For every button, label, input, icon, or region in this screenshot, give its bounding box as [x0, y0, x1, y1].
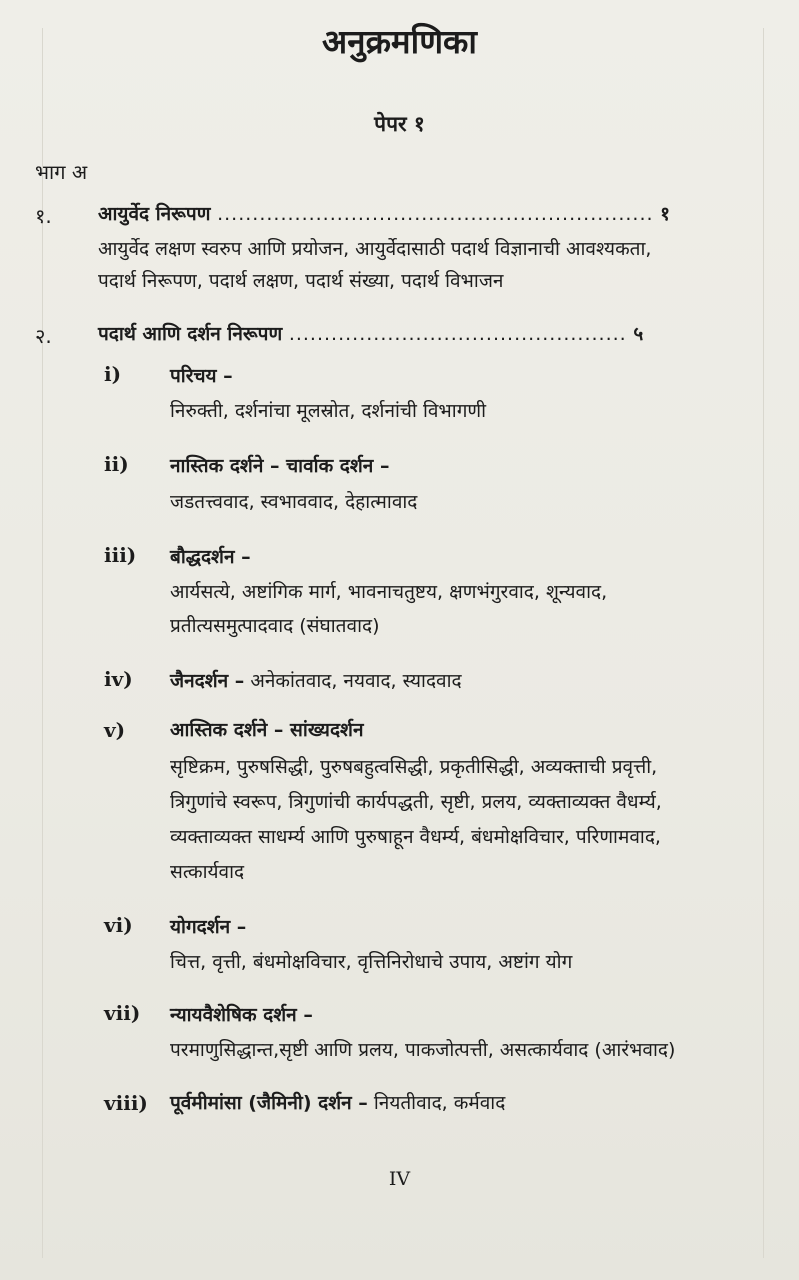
- leader-dots: ..............................................................: [217, 203, 654, 225]
- section-heading: योगदर्शन –: [170, 916, 247, 938]
- chapter-2-number: २.: [35, 324, 52, 348]
- section-heading: बौद्धदर्शन –: [170, 546, 251, 568]
- section-number: ii): [104, 452, 129, 476]
- section-line: चित्त, वृत्ती, बंधमोक्षविचार, वृत्तिनिरोधाचे उपाय, अष्टांग योग: [170, 951, 573, 973]
- section-heading: आस्तिक दर्शने – सांख्यदर्शन: [170, 719, 364, 741]
- paper-heading: पेपर १: [374, 112, 425, 136]
- section-line: निरुक्ती, दर्शनांचा मूलस्रोत, दर्शनांची विभागणी: [170, 400, 487, 422]
- chapter-2-entry[interactable]: [98, 320, 643, 346]
- section-line: त्रिगुणांचे स्वरूप, त्रिगुणांची कार्यपद्धती, सृष्टी, प्रलय, व्यक्ताव्यक्त वैधर्म्य,: [170, 791, 662, 813]
- section-number: vii): [104, 1001, 141, 1025]
- chapter-1-number: १.: [35, 204, 52, 228]
- leader-dots: ................................................: [288, 323, 627, 345]
- section-number: viii): [104, 1091, 148, 1115]
- section-line: व्यक्ताव्यक्त साधर्म्य आणि पुरुषाहून वैधर्म्य, बंधमोक्षविचार, परिणामवाद,: [170, 826, 661, 848]
- section-line: जडतत्त्ववाद, स्वभाववाद, देहात्मावाद: [170, 491, 418, 513]
- page-number-footer: IV: [388, 1168, 411, 1190]
- chapter-2-heading: पदार्थ आणि दर्शन निरूपण: [98, 323, 283, 345]
- section-line: सृष्टिक्रम, पुरुषसिद्धी, पुरुषबहुत्वसिद्धी, प्रकृतीसिद्धी, अव्यक्ताची प्रवृत्ती,: [170, 756, 658, 778]
- section-heading: नास्तिक दर्शने – चार्वाक दर्शन –: [170, 455, 390, 477]
- chapter-1-entry[interactable]: [98, 200, 670, 226]
- part-heading: भाग अ: [35, 160, 88, 184]
- section-heading: परिचय –: [170, 365, 233, 387]
- chapter-1-line: पदार्थ निरूपण, पदार्थ लक्षण, पदार्थ संख्या, पदार्थ विभाजन: [98, 270, 504, 292]
- section-number: vi): [104, 913, 133, 937]
- section-number: i): [104, 362, 122, 386]
- section-line: परमाणुसिद्धान्त,सृष्टी आणि प्रलय, पाकजोत्पत्ती, असत्कार्यवाद (आरंभवाद): [170, 1039, 676, 1061]
- section-number: iii): [104, 543, 137, 567]
- section-line: आर्यसत्ये, अष्टांगिक मार्ग, भावनाचतुष्टय, क्षणभंगुरवाद, शून्यवाद,: [170, 581, 608, 603]
- section-heading: न्यायवैशेषिक दर्शन –: [170, 1004, 313, 1026]
- section-number: iv): [104, 667, 133, 691]
- chapter-1-page: १: [660, 203, 671, 225]
- chapter-1-line: आयुर्वेद लक्षण स्वरुप आणि प्रयोजन, आयुर्वेदासाठी पदार्थ विज्ञानाची आवश्यकता,: [98, 238, 652, 260]
- section-line: प्रतीत्यसमुत्पादवाद (संघातवाद): [170, 615, 380, 637]
- chapter-1-heading: आयुर्वेद निरूपण: [98, 203, 211, 225]
- page-title: अनुक्रमणिका: [322, 22, 477, 61]
- chapter-2-page: ५: [633, 323, 644, 345]
- section-number: v): [104, 718, 126, 742]
- section-heading: पूर्वमीमांसा (जैमिनी) दर्शन – नियतीवाद, कर्मवाद: [170, 1092, 506, 1114]
- section-line: सत्कार्यवाद: [170, 861, 245, 883]
- section-heading: जैनदर्शन – अनेकांतवाद, नयवाद, स्यादवाद: [170, 670, 462, 692]
